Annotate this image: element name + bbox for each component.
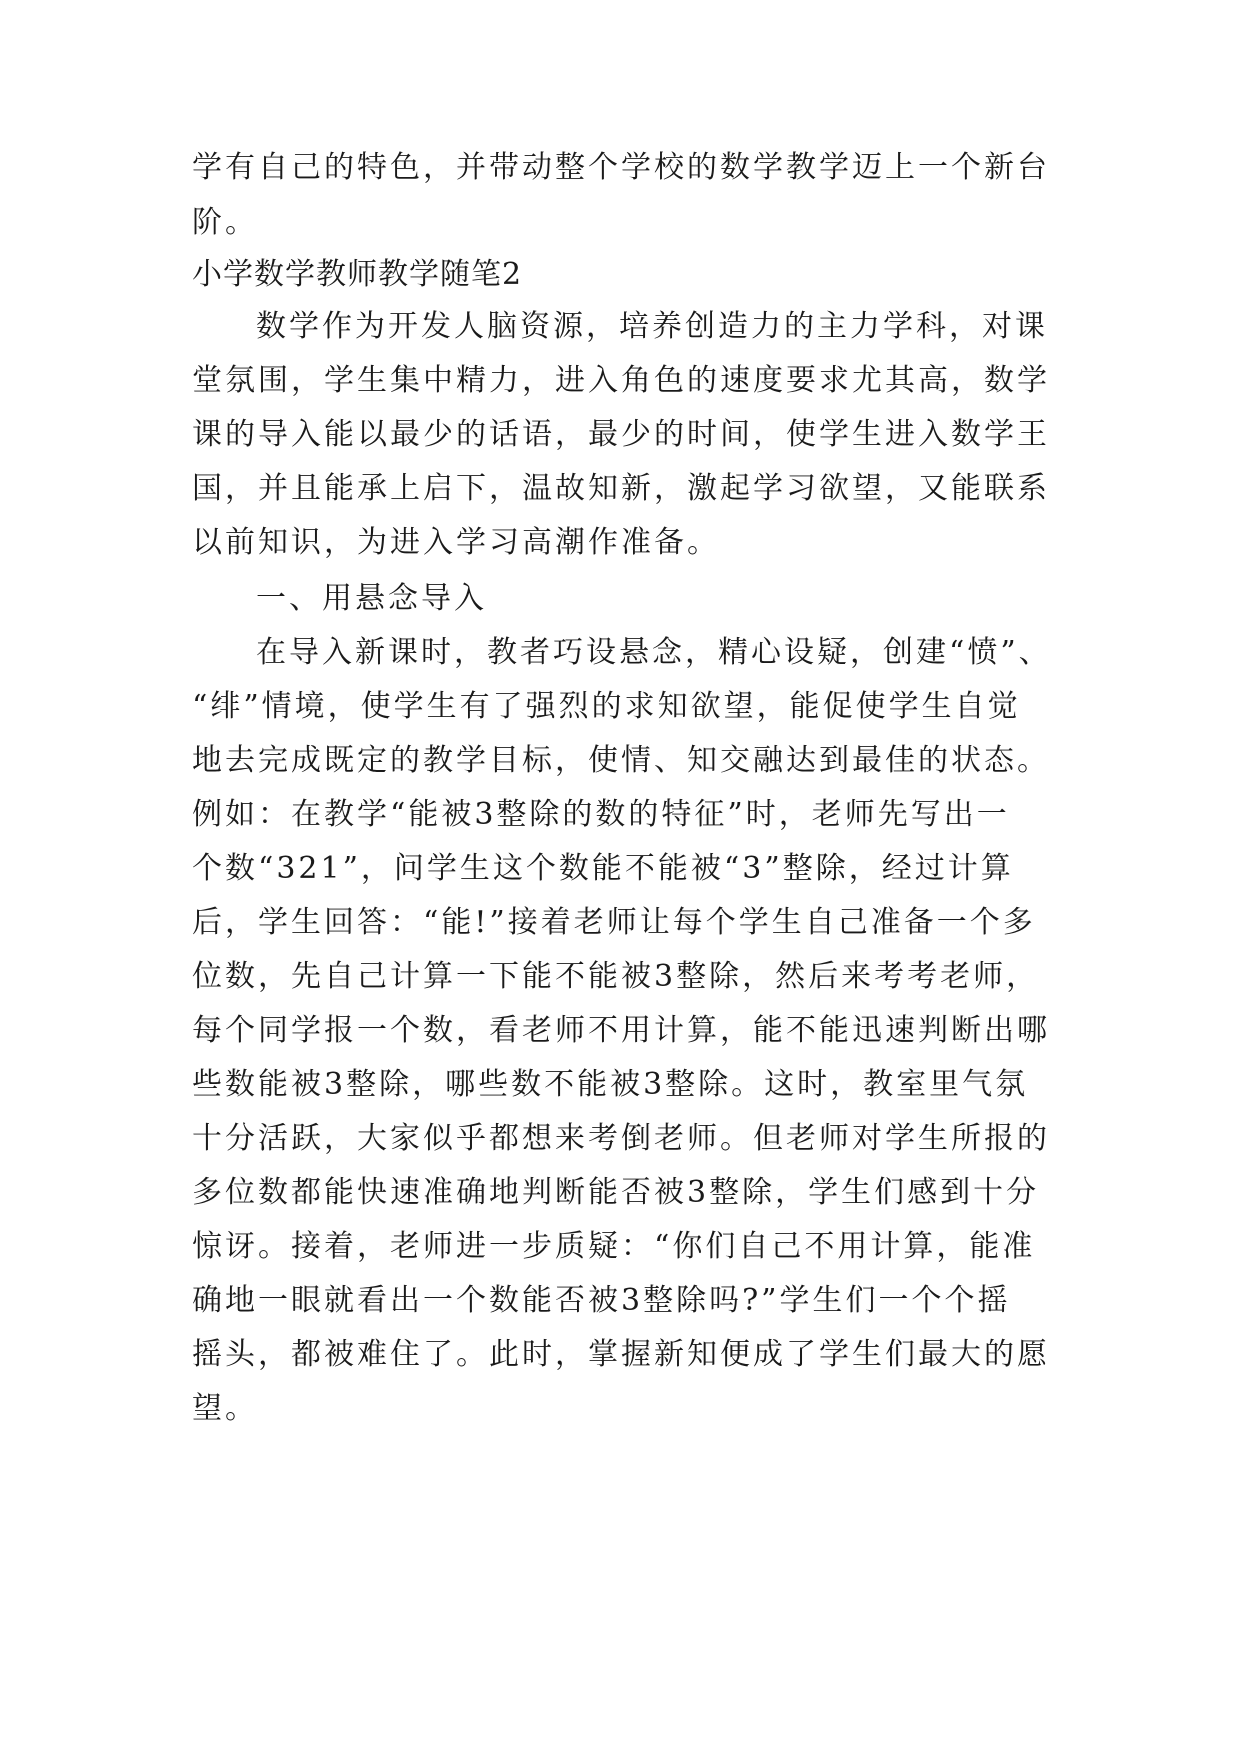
text-line: 后，学生回答：“能!”接着老师让每个学生自己准备一个多 — [192, 905, 1036, 940]
section-title: 小学数学教师教学随笔2 — [192, 257, 523, 292]
paragraph-start: 数学作为开发人脑资源，培养创造力的主力学科，对课 — [256, 309, 1048, 344]
paragraph-start: 在导入新课时，教者巧设悬念，精心设疑，创建“愤”、 — [256, 635, 1052, 670]
text-line: 学有自己的特色，并带动整个学校的数学教学迈上一个新台 — [192, 150, 1050, 185]
text-line: “绯”情境，使学生有了强烈的求知欲望，能促使学生自觉 — [192, 689, 1021, 724]
text-line: 地去完成既定的教学目标，使情、知交融达到最佳的状态。 — [192, 743, 1050, 778]
text-line: 课的导入能以最少的话语，最少的时间，使学生进入数学王 — [192, 417, 1050, 452]
text-line: 多位数都能快速准确地判断能否被3整除，学生们感到十分 — [192, 1175, 1040, 1210]
text-line: 每个同学报一个数，看老师不用计算，能不能迅速判断出哪 — [192, 1013, 1050, 1048]
text-line: 国，并且能承上启下，温故知新，激起学习欲望，又能联系 — [192, 471, 1050, 506]
text-line: 望。 — [192, 1391, 258, 1426]
text-line: 堂氛围，学生集中精力，进入角色的速度要求尤其高，数学 — [192, 363, 1050, 398]
text-line: 确地一眼就看出一个数能否被3整除吗?”学生们一个个摇 — [192, 1283, 1011, 1318]
text-line: 位数，先自己计算一下能不能被3整除，然后来考考老师， — [192, 959, 1040, 994]
subsection-heading: 一、用悬念导入 — [256, 581, 487, 616]
text-line: 例如：在教学“能被3整除的数的特征”时，老师先写出一 — [192, 797, 1010, 832]
text-line: 些数能被3整除，哪些数不能被3整除。这时，教室里气氛 — [192, 1067, 1029, 1102]
text-line: 惊讶。接着，老师进一步质疑：“你们自己不用计算，能准 — [192, 1229, 1036, 1264]
text-line: 十分活跃，大家似乎都想来考倒老师。但老师对学生所报的 — [192, 1121, 1050, 1156]
text-line: 阶。 — [192, 205, 258, 240]
text-line: 以前知识，为进入学习高潮作准备。 — [192, 525, 720, 560]
text-line: 个数“321”，问学生这个数能不能被“3”整除，经过计算 — [192, 851, 1014, 886]
text-line: 摇头，都被难住了。此时，掌握新知便成了学生们最大的愿 — [192, 1337, 1050, 1372]
